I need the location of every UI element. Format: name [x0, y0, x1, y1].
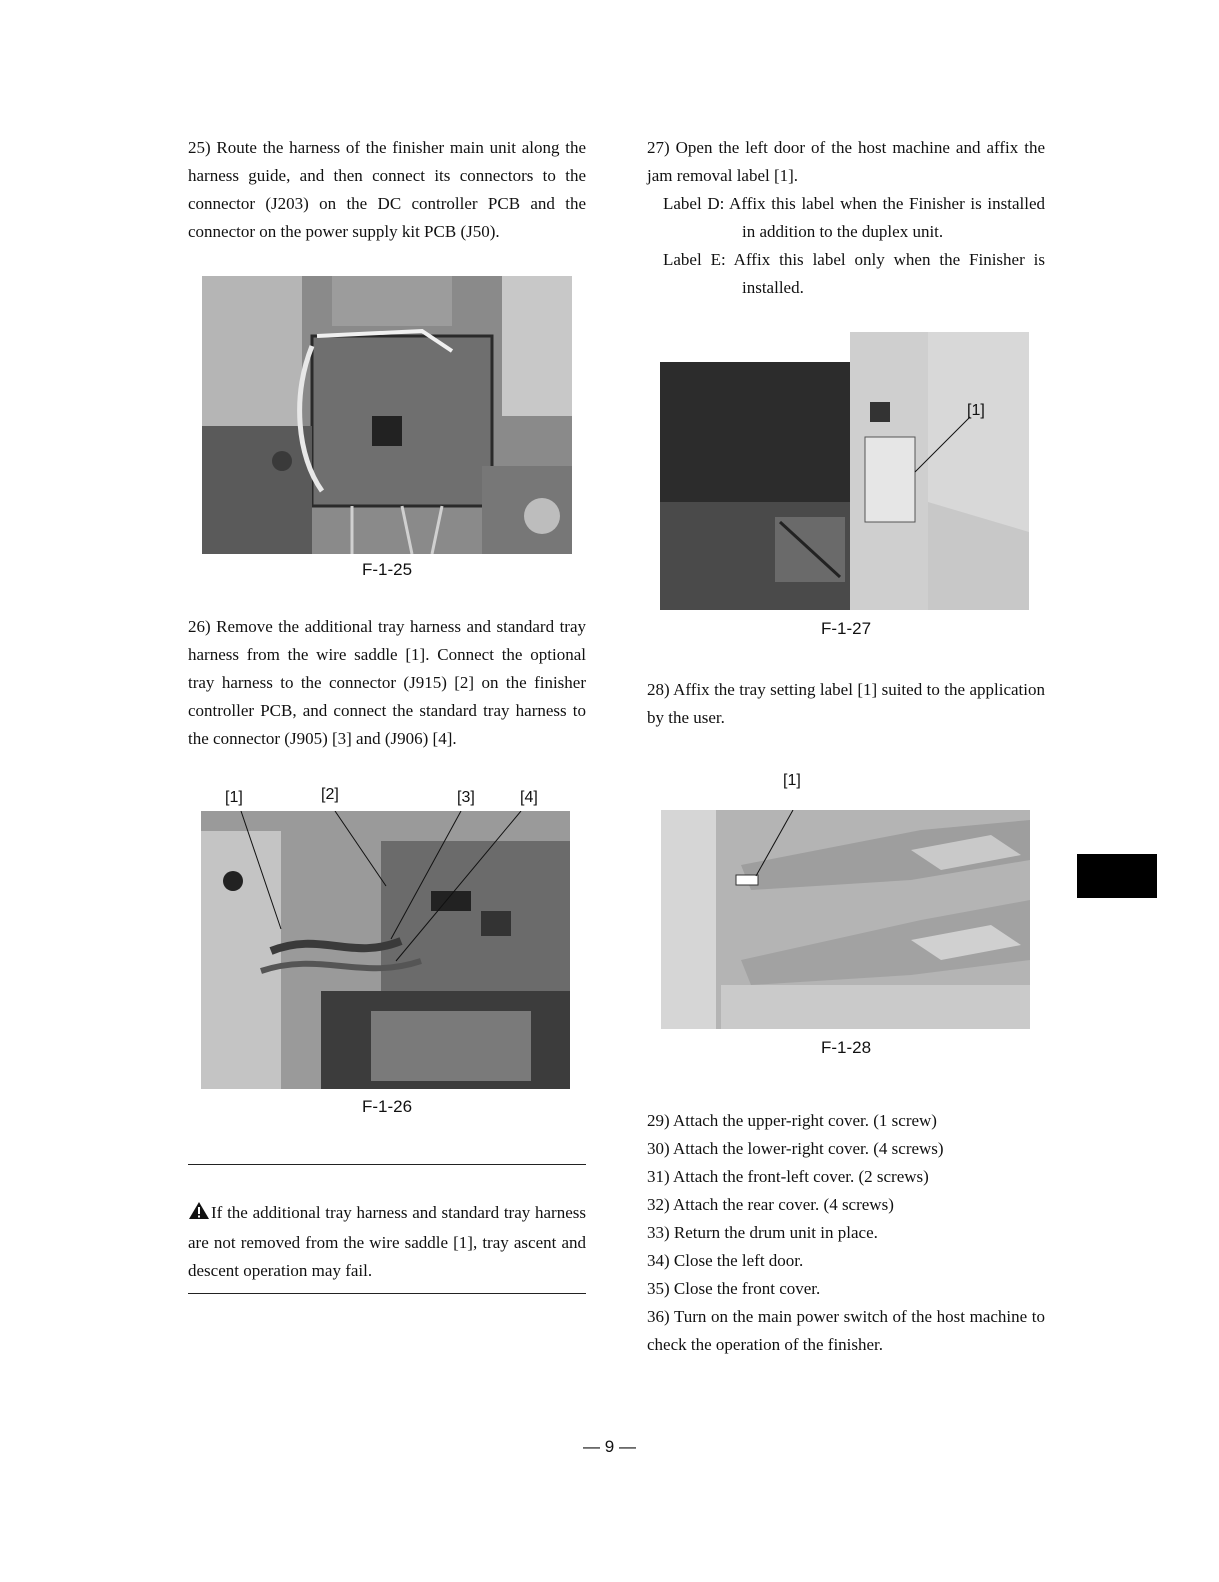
- fig26-callout-2: [2]: [321, 786, 339, 803]
- figure-f-1-25-caption: F-1-25: [361, 560, 413, 579]
- figure-f-1-25-photo: [202, 276, 572, 554]
- fig26-callout-4: [4]: [520, 789, 538, 806]
- step-32-text: 32) Attach the rear cover. (4 screws): [647, 1195, 894, 1214]
- fig26-callout-1: [1]: [225, 789, 243, 806]
- step-35-text: 35) Close the front cover.: [647, 1279, 821, 1298]
- chapter-index-tab: [1077, 854, 1157, 898]
- caution-bottom-rule: [188, 1293, 586, 1294]
- step-36-text: 36) Turn on the main power switch of the host machine to check the operation of the finisher.: [647, 1307, 1045, 1354]
- figure-f-1-27: [647, 332, 1045, 638]
- step-26-text: 26) Remove the additional tray harness and standard tray harness from the wire saddle [1]. Connect the optional tray harness to the connector (J915) [2] on the finisher controller PCB, and connect the standard tray harness to the connector (J905) [3] and (J906) [4].: [188, 617, 586, 748]
- step-30-text: 30) Attach the lower-right cover. (4 screws): [647, 1139, 944, 1158]
- figure-f-1-28: [647, 752, 1045, 1092]
- step-25-text: 25) Route the harness of the finisher main unit along the harness guide, and then connect its connectors to the connector (J203) on the DC controller PCB and the connector on the power supply kit PCB (J50).: [188, 138, 586, 241]
- step-29-text: 29) Attach the upper-right cover. (1 screw): [647, 1111, 937, 1130]
- step-34-text: 34) Close the left door.: [647, 1251, 804, 1270]
- steps-29-36: [647, 1107, 1045, 1359]
- fig26-callout-3: [3]: [457, 789, 475, 806]
- figure-f-1-26: [188, 775, 586, 1127]
- step-31-text: 31) Attach the front-left cover. (2 screws): [647, 1167, 929, 1186]
- fig27-callout-1: [1]: [967, 402, 985, 419]
- figure-f-1-27-photo: [660, 332, 1029, 610]
- figure-f-1-26-photo: [201, 811, 570, 1089]
- page-number: — 9 —: [583, 1437, 636, 1456]
- label-d-text: Label D: Affix this label when the Finisher is installed in addition to the duplex unit.: [663, 194, 1045, 241]
- step-33-text: 33) Return the drum unit in place.: [647, 1223, 878, 1242]
- figure-f-1-26-caption: F-1-26: [361, 1097, 413, 1116]
- step-27-text: 27) Open the left door of the host machine and affix the jam removal label [1].: [647, 138, 1045, 185]
- warning-icon: [188, 1201, 210, 1229]
- right-column: [647, 134, 1045, 1359]
- fig28-callout-1: [1]: [783, 772, 801, 789]
- figure-f-1-27-caption: F-1-27: [820, 619, 872, 638]
- caution-text: If the additional tray harness and standard tray harness are not removed from the wire saddle [1], tray ascent and descent operation may fail.: [188, 1203, 586, 1280]
- figure-f-1-28-caption: F-1-28: [820, 1038, 872, 1057]
- figure-f-1-28-photo: [661, 810, 1030, 1029]
- left-column: [188, 134, 586, 1294]
- step-28-text: 28) Affix the tray setting label [1] suited to the application by the user.: [647, 680, 1045, 727]
- caution-note: [188, 1199, 586, 1285]
- label-e-text: Label E: Affix this label only when the Finisher is installed.: [663, 250, 1045, 297]
